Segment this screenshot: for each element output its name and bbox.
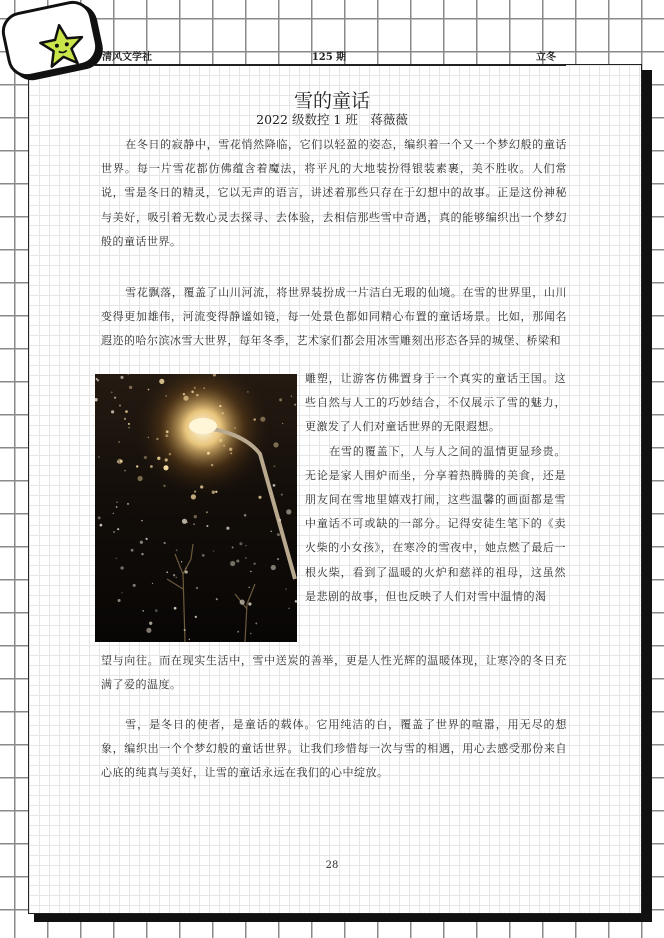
page-header: [92, 42, 566, 66]
paragraph-2-text-b: 雕塑，让游客仿佛置身于一个真实的童话王国。这些自然与人工的巧妙结合，不仅展示了雪的魅力，更激发了人们对童话世界的无限遐想。: [305, 372, 566, 434]
season-label: 立冬: [536, 52, 556, 63]
paragraph-3-text-b: 望与向往。而在现实生活中，雪中送炭的善举，更是人性光辉的温暖体现，让寒冷的冬日充满了爱的温度。: [101, 654, 567, 692]
paragraph-2-text-a: 雪花飘落，覆盖了山川河流，将世界装扮成一片洁白无瑕的仙境。在雪的世界里，山川变得更加雄伟，河流变得静谧如镜，每一处景色都如同精心布置的童话场景。比如，那闻名遐迩的哈尔滨冰雪大世界，每年冬季，艺术家们都会用冰雪雕刻出形态各异的城堡、桥梁和: [101, 286, 567, 348]
paragraph-3-bottom: [101, 649, 567, 697]
paragraph-4-text: 雪，是冬日的使者，是童话的载体。它用纯洁的白，覆盖了世界的喧嚣，用无尽的想象，编织出一个个梦幻般的童话世界。让我们珍惜每一次与雪的相遇，用心去感受那份来自心底的纯真与美好，让雪的童话永远在我们的心中绽放。: [101, 718, 567, 780]
star-icon: [35, 19, 89, 73]
article-title: 雪的童话: [293, 90, 370, 112]
paragraph-2-3-beside-photo: [305, 367, 566, 609]
paragraph-1: [101, 133, 567, 254]
article-byline: 2022 级数控 1 班 蒋薇薇: [256, 112, 408, 127]
snowy-night-streetlamp-photo: [95, 374, 297, 642]
paragraph-1-text: 在冬日的寂静中，雪花悄然降临，它们以轻盈的姿态，编织着一个又一个梦幻般的童话世界。每一片雪花都仿佛蕴含着魔法，将平凡的大地装扮得银装素裹，美不胜收。人们常说，雪是冬日的精灵，它以无声的语言，讲述着那些只存在于幻想中的故事。正是这份神秘与美好，吸引着无数心灵去探寻、去体验，去相信那些雪中奇遇，真的能够编织出一个梦幻般的童话世界。: [101, 138, 567, 248]
paragraph-2-top: [101, 281, 567, 354]
paragraph-4: [101, 713, 567, 786]
page-number: 28: [325, 860, 339, 871]
magazine-name: 清风文学社: [102, 52, 152, 63]
issue-number: 125 期: [311, 52, 347, 63]
paragraph-3-text-a: 在雪的覆盖下，人与人之间的温情更显珍贵。无论是家人围炉而坐，分享着热腾腾的美食，还是朋友间在雪地里嬉戏打闹，这些温馨的画面都是雪中童话不可或缺的一部分。记得安徒生笔下的《卖火柴的小女孩》，在寒冷的雪夜中，她点燃了最后一根火柴，看到了温暖的火炉和慈祥的祖母，这虽然是悲剧的故事，但也反映了人们对雪中温情的渴: [305, 444, 566, 603]
